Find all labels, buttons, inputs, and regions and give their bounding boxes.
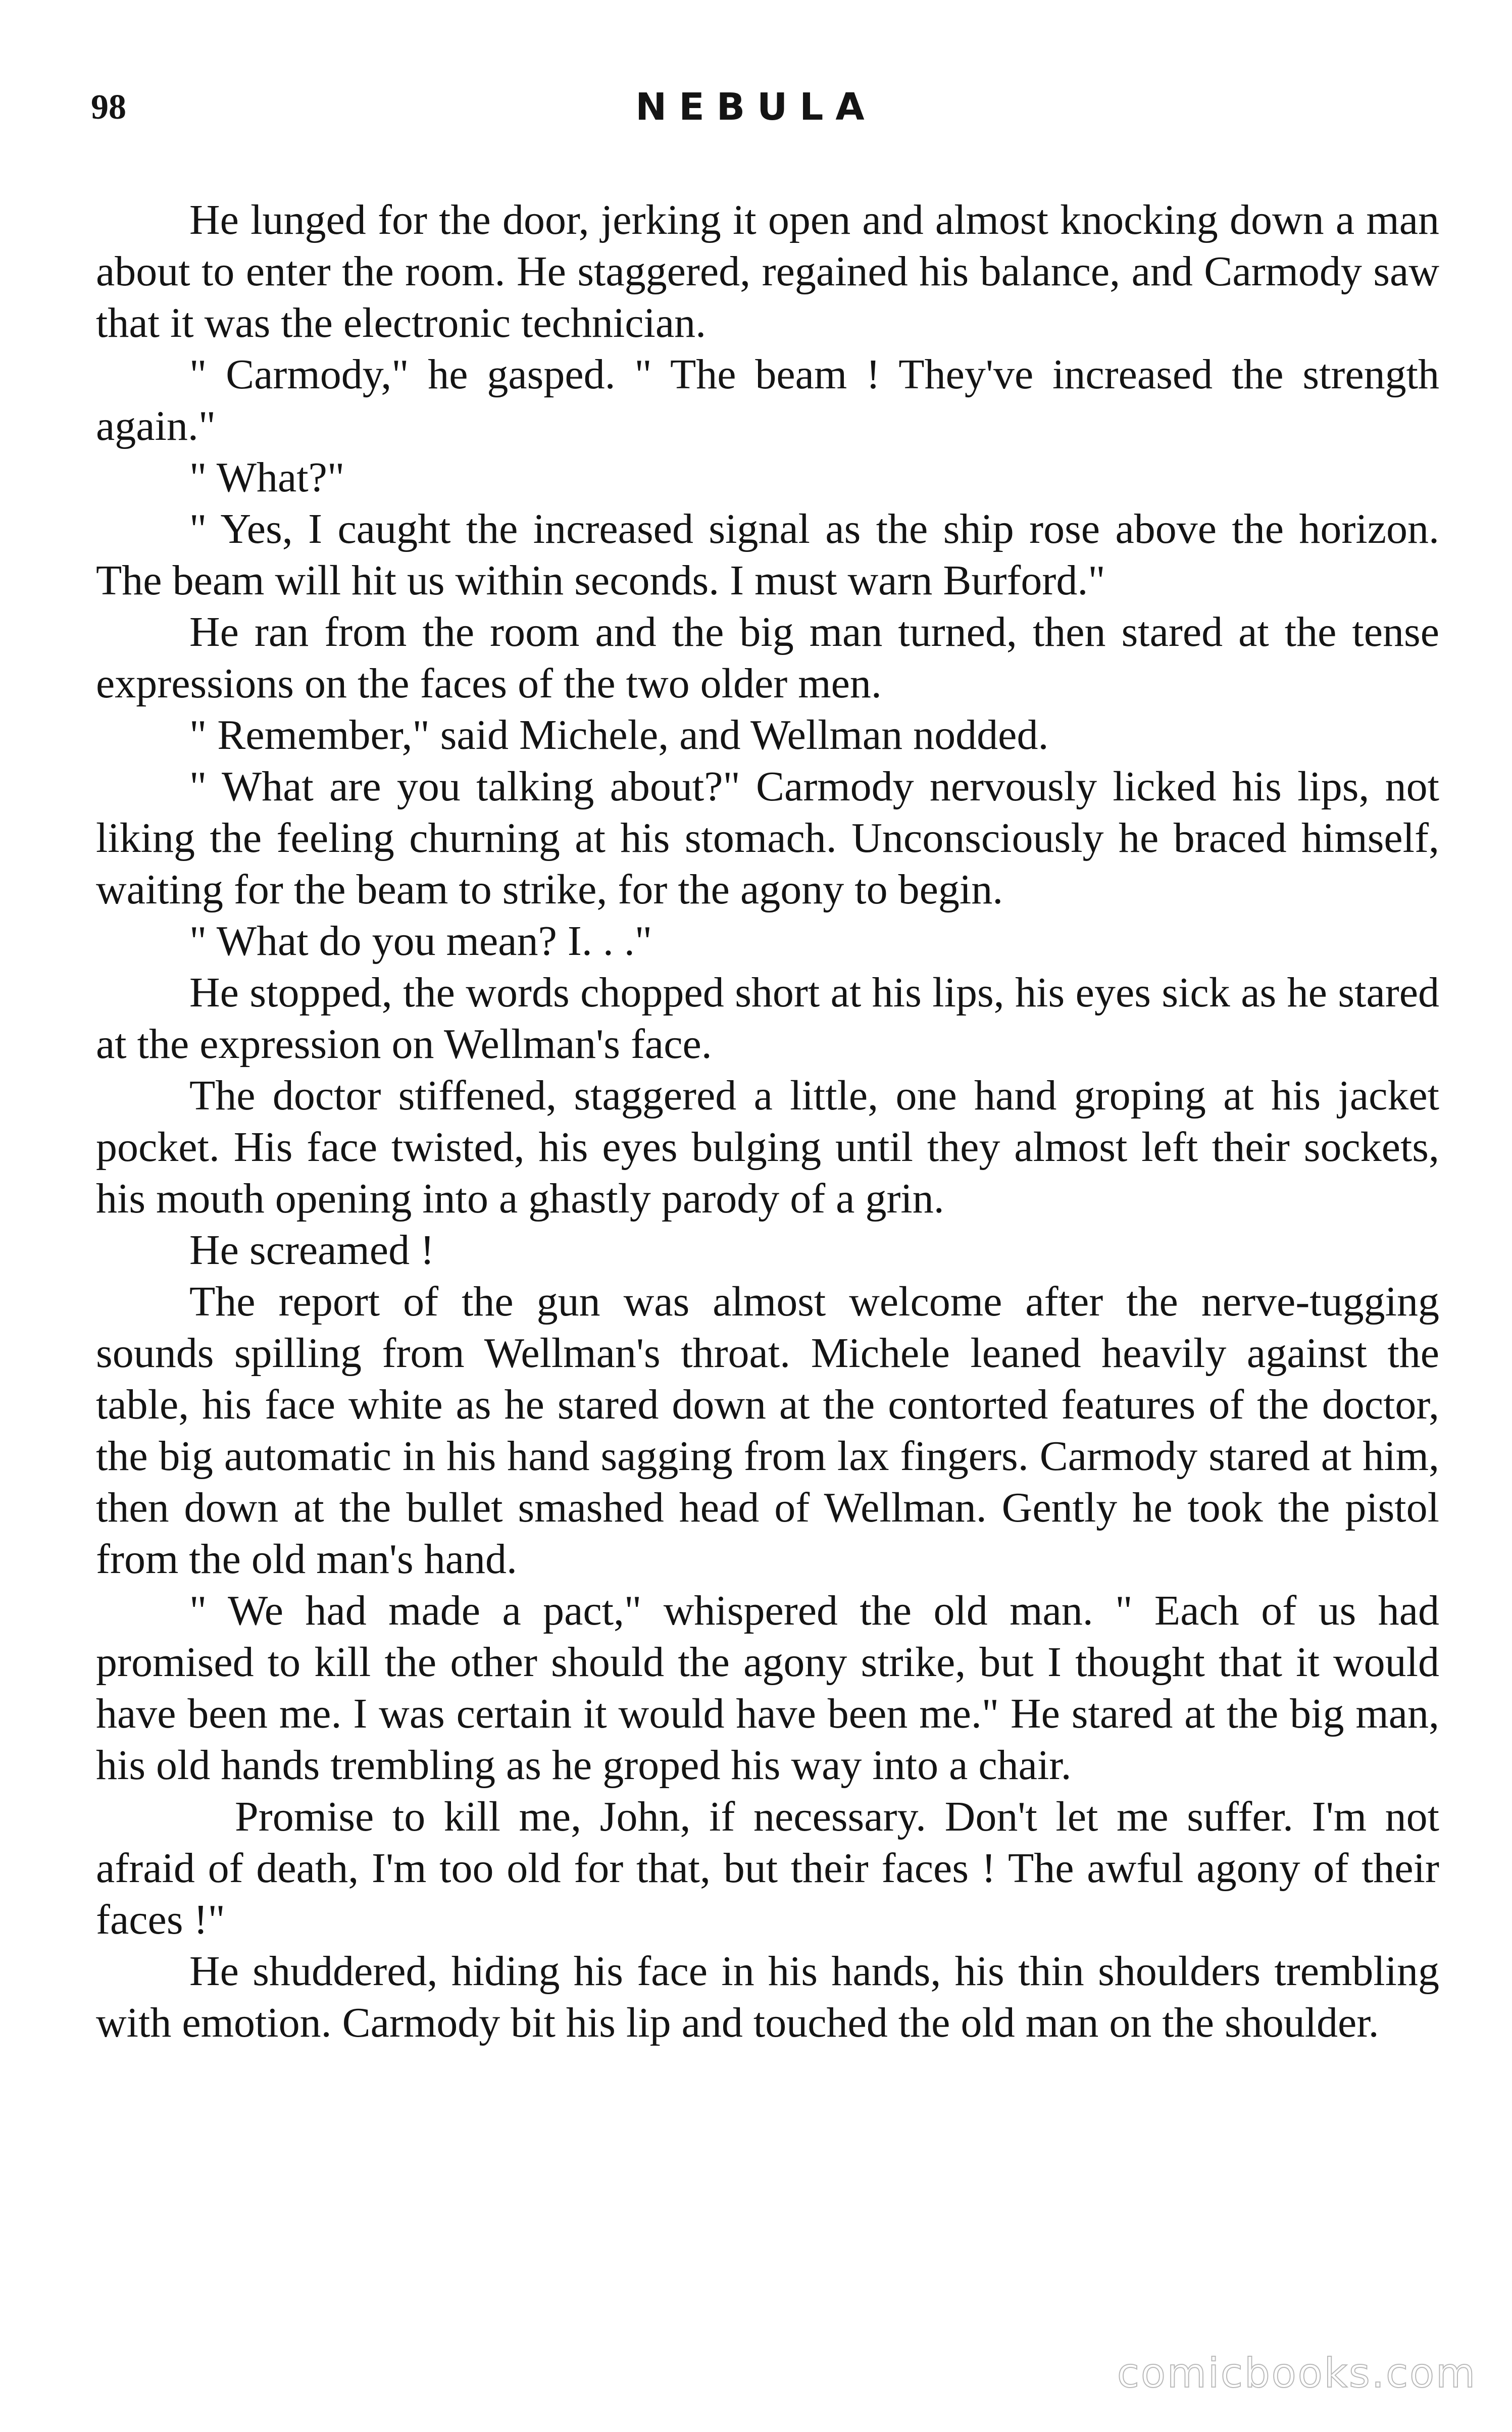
paragraph: He screamed !	[189, 1227, 435, 1274]
paragraph: The doctor stiffened, staggered a little, one hand groping at his jacket pocket. His face twisted, his eyes bulging until they almost left their sockets, his mouth opening into a ghastly parody of a grin.	[96, 1072, 1439, 1222]
paragraph: " What?"	[189, 454, 345, 501]
paragraph: " Carmody," he gasped. " The beam ! They've increased the strength again."	[96, 351, 1439, 449]
paragraph: " What do you mean? I. . ."	[189, 918, 652, 965]
paragraph: " What are you talking about?" Carmody nervously licked his lips, not liking the feeling churning at his stomach. Unconsciously he braced himself, waiting for the beam to strike, for the agony to begin.	[96, 763, 1439, 913]
paragraph: He ran from the room and the big man turned, then stared at the tense expressions on the faces of the two older men.	[96, 609, 1439, 707]
paragraph: " Remember," said Michele, and Wellman nodded.	[189, 712, 1049, 758]
running-head-title: NEBULA	[635, 85, 877, 129]
paragraph: He lunged for the door, jerking it open and almost knocking down a man about to enter the room. He staggered, regained his balance, and Carmody saw that it was the electronic technician.	[96, 196, 1439, 346]
watermark: comicbooks.com	[1117, 2350, 1477, 2397]
paragraph: " We had made a pact," whispered the old man. " Each of us had promised to kill the other should the agony strike, but I thought that it would have been me. I was certain it would have been me." He stared at the big man, his old hands trembling as he groped his way into a chair.	[96, 1587, 1439, 1789]
paragraph: He shuddered, hiding his face in his hands, his thin shoulders trembling with emotion. Carmody bit his lip and touched the old man on the shoulder.	[96, 1948, 1439, 2046]
page-number: 98	[91, 88, 126, 127]
paragraph: " Yes, I caught the increased signal as the ship rose above the horizon. The beam will hit us within seconds. I must warn Burford."	[96, 505, 1439, 604]
paragraph: Promise to kill me, John, if necessary. Don't let me suffer. I'm not afraid of death, I'm too old for that, but their faces ! The awful agony of their faces !"	[96, 1793, 1439, 1943]
paragraph: He stopped, the words chopped short at his lips, his eyes sick as he stared at the expression on Wellman's face.	[96, 969, 1439, 1068]
story-text-column	[96, 194, 1439, 2049]
paragraph: The report of the gun was almost welcome after the nerve-tugging sounds spilling from Wellman's throat. Michele leaned heavily against the table, his face white as he stared down at the contorted features of the doctor, the big automatic in his hand sagging from lax fingers. Carmody stared at him, then down at the bullet smashed head of Wellman. Gently he took the pistol from the old man's hand.	[96, 1278, 1439, 1583]
